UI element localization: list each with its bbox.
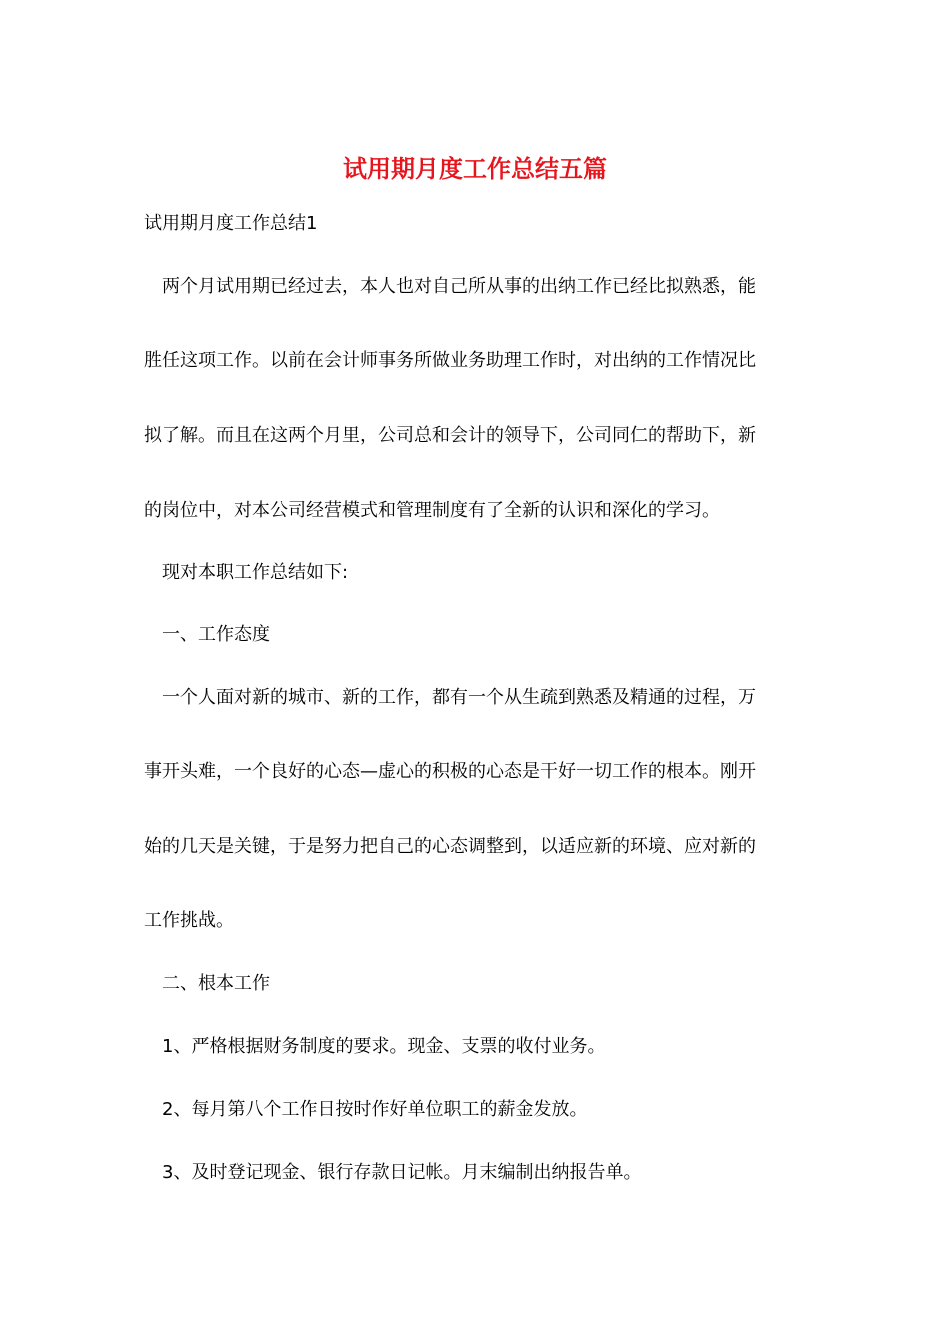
paragraph-text: 现对本职工作总结如下: [162, 562, 349, 583]
paragraph-text: 始的几天是关键，于是努力把自己的心态调整到，以适应新的环境、应对新的 [144, 836, 756, 857]
list-item-text: 3、及时登记现金、银行存款日记帐。月末编制出纳报告单。 [162, 1162, 642, 1183]
paragraph-text: 的岗位中，对本公司经营模式和管理制度有了全新的认识和深化的学习。 [144, 500, 720, 521]
paragraph-text: 工作挑战。 [144, 910, 234, 931]
paragraph-text: 两个月试用期已经过去，本人也对自己所从事的出纳工作已经比拟熟悉，能 [162, 276, 756, 297]
list-item-text: 1、严格根据财务制度的要求。现金、支票的收付业务。 [162, 1036, 606, 1057]
subheading-text: 试用期月度工作总结1 [144, 213, 318, 234]
list-item-text: 2、每月第八个工作日按时作好单位职工的薪金发放。 [162, 1099, 588, 1120]
section-heading-text: 一、工作态度 [162, 624, 270, 645]
paragraph-text: 一个人面对新的城市、新的工作，都有一个从生疏到熟悉及精通的过程，万 [162, 687, 756, 708]
paragraph-text: 胜任这项工作。以前在会计师事务所做业务助理工作时，对出纳的工作情况比 [144, 350, 756, 371]
paragraph-text: 事开头难，一个良好的心态—虚心的积极的心态是干好一切工作的根本。刚开 [144, 761, 756, 782]
document-title: 试用期月度工作总结五篇 [343, 154, 607, 183]
paragraph-text: 拟了解。而且在这两个月里，公司总和会计的领导下，公司同仁的帮助下，新 [144, 425, 756, 446]
section-heading-text: 二、根本工作 [162, 973, 270, 994]
